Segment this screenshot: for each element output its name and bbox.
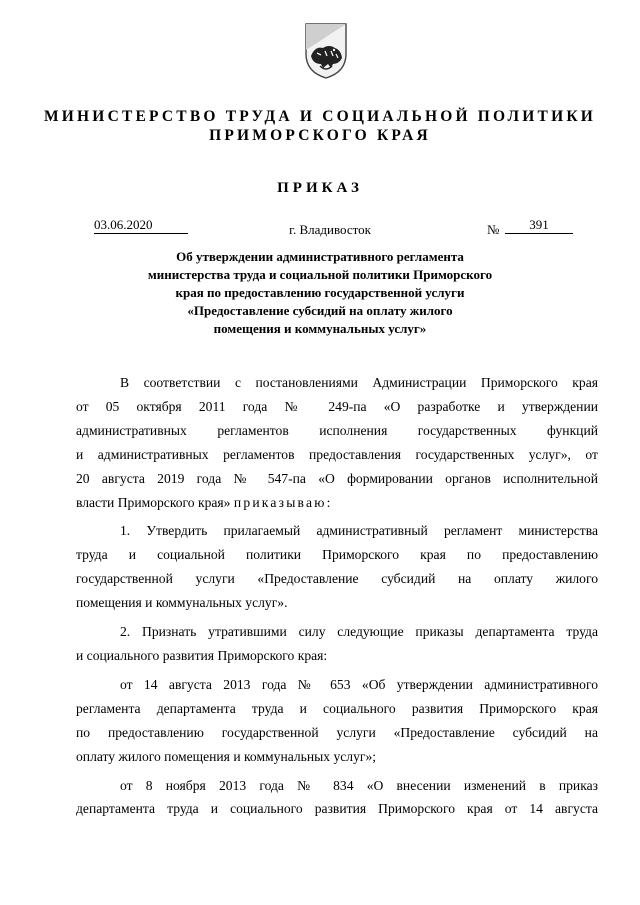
- order-date: 03.06.2020: [94, 217, 188, 234]
- subject-line: края по предоставлению государственной услуги: [175, 285, 465, 300]
- subject-line: Об утверждении административного регламента: [176, 249, 464, 264]
- text-fragment: власти Приморского края»: [76, 494, 231, 510]
- body-paragraph-item-2: [76, 620, 598, 668]
- body-paragraph-repealed-1: [76, 673, 598, 769]
- text-line: труда и социальной политики Приморского края по предоставлению: [76, 547, 598, 563]
- text-line: государственной услуги «Предоставление субсидий на оплату жилого: [76, 571, 598, 587]
- text-line: 1. Утвердить прилагаемый административный регламент министерства: [120, 523, 598, 539]
- text-line: административных регламентов исполнения государственных функций: [76, 422, 598, 438]
- text-line: 2. Признать утратившими силу следующие приказы департамента труда: [120, 624, 598, 640]
- order-verb: приказываю:: [233, 494, 333, 510]
- body-paragraph-preamble: [76, 371, 598, 514]
- order-subject: [120, 248, 520, 338]
- order-number-sign: №: [487, 222, 500, 237]
- text-line: регламента департамента труда и социального развития Приморского края: [76, 700, 598, 716]
- text-line: по предоставлению государственной услуги «Предоставление субсидий на: [76, 724, 598, 740]
- order-title: ПРИКАЗ: [277, 180, 363, 196]
- text-line: [76, 491, 598, 515]
- ministry-line-1: МИНИСТЕРСТВО ТРУДА И СОЦИАЛЬНОЙ ПОЛИТИКИ: [43, 108, 597, 125]
- order-city: г. Владивосток: [289, 222, 371, 237]
- body-paragraph-repealed-2: [76, 774, 598, 822]
- text-line: 20 августа 2019 года № 547-па «О формировании органов исполнительной: [76, 470, 598, 486]
- text-line: В соответствии с постановлениями Администрации Приморского края: [120, 375, 598, 390]
- coat-of-arms-icon: [303, 20, 349, 80]
- text-line: и административных регламентов предоставления государственных услуг», от: [76, 446, 598, 462]
- order-meta: [0, 217, 640, 237]
- ministry-name: [40, 107, 600, 145]
- text-line: от 14 августа 2013 года № 653 «Об утверждении административного: [120, 676, 598, 692]
- ministry-line-2: ПРИМОРСКОГО КРАЯ: [209, 127, 431, 144]
- body-paragraph-item-1: [76, 519, 598, 615]
- text-line: департамента труда и социального развития Приморского края от 14 августа: [76, 801, 598, 817]
- text-line: и социального развития Приморского края:: [76, 647, 328, 663]
- text-line: от 05 октября 2011 года № 249-па «О разработке и утверждении: [76, 398, 598, 414]
- subject-line: «Предоставление субсидий на оплату жилого: [187, 303, 453, 318]
- text-line: от 8 ноября 2013 года № 834 «О внесении изменений в приказ: [120, 777, 598, 793]
- order-number: 391: [505, 217, 573, 234]
- order-body: [76, 371, 598, 821]
- text-line: оплату жилого помещения и коммунальных услуг»;: [76, 748, 377, 764]
- text-line: помещения и коммунальных услуг».: [76, 595, 288, 611]
- subject-line: помещения и коммунальных услуг»: [213, 321, 427, 336]
- subject-line: министерства труда и социальной политики Приморского: [147, 267, 493, 282]
